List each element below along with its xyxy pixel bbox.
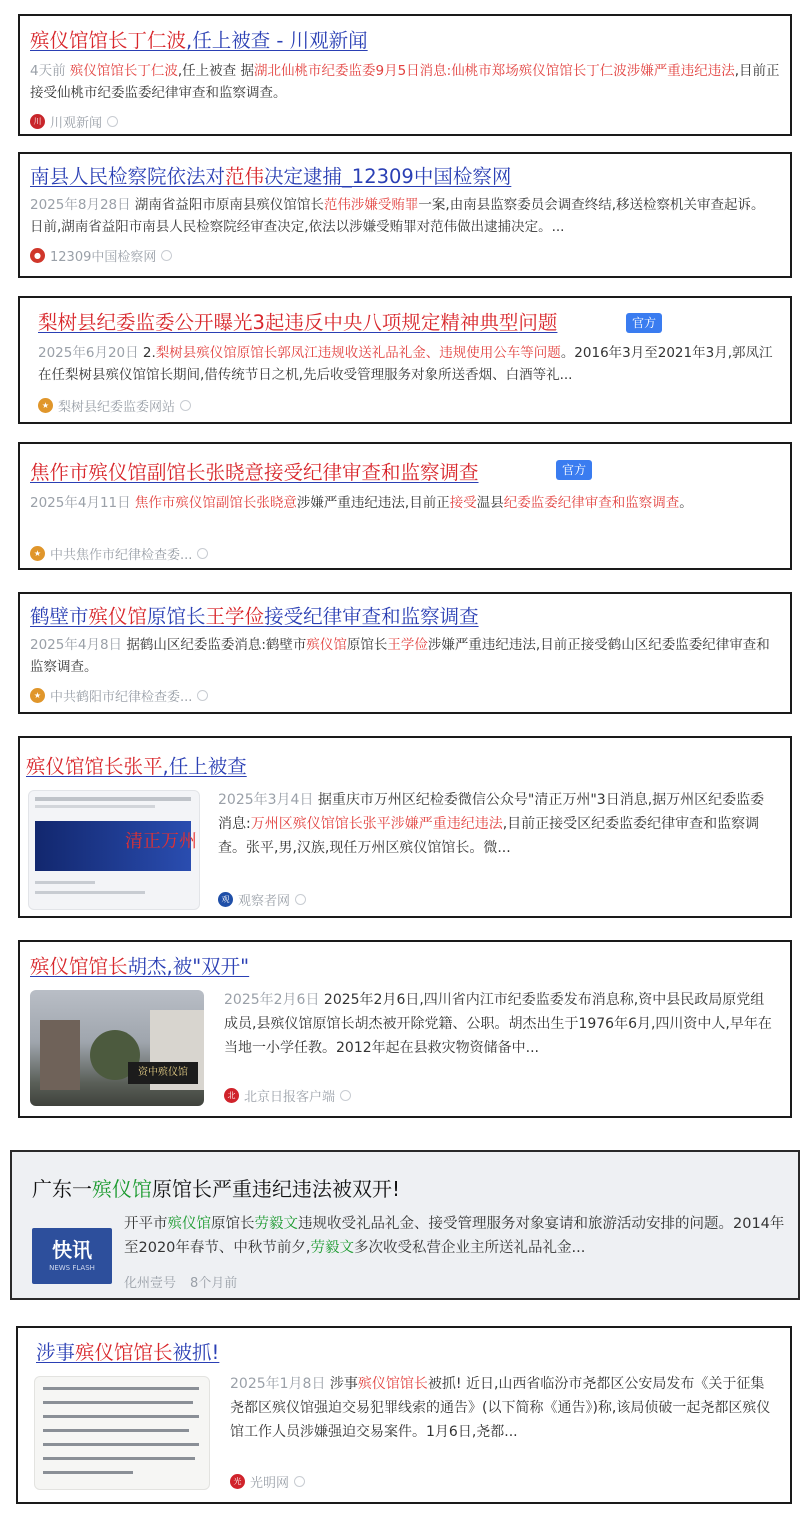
more-icon[interactable]	[197, 548, 208, 559]
official-badge: 官方	[556, 460, 592, 480]
result-source-4[interactable]: ★ 中共焦作市纪律检查委...	[30, 544, 208, 563]
result-snippet-3: 2025年6月20日 2.梨树县殡仪馆原馆长郭凤江违规收送礼品礼金、违规使用公车等问题。2016年3月至2021年3月,郭凤江在任梨树县殡仪馆馆长期间,借传统节日之机,先后收受管理服务对象所送香烟、白酒等礼...	[38, 345, 773, 383]
more-icon[interactable]	[294, 1476, 305, 1487]
result-snippet-4: 2025年4月11日 焦作市殡仪馆副馆长张晓意涉嫌严重违纪违法,目前正接受温县纪委监委纪律审查和监察调查。	[30, 495, 693, 511]
result-card-6[interactable]	[18, 736, 792, 918]
more-icon[interactable]	[107, 116, 118, 127]
result-title-6[interactable]: 殡仪馆馆长张平,任上被查	[26, 755, 247, 778]
more-icon[interactable]	[180, 400, 191, 411]
chuanguan-logo-icon: 川	[30, 114, 45, 129]
result-title-1[interactable]	[30, 28, 368, 54]
result-snippet-9: 2025年1月8日 涉事殡仪馆馆长被抓! 近日,山西省临汾市尧都区公安局发布《关于征集尧都区殡仪馆强迫交易犯罪线索的通告》(以下简称《通告》)称,该局侦破一起尧都区殡仪馆工作人员涉嫌强迫交易案件。1月6日,尧都...	[230, 1376, 771, 1440]
result-card-2[interactable]	[18, 152, 792, 278]
result-source-5[interactable]: ★ 中共鹤阳市纪律检查委...	[30, 686, 208, 705]
result-card-8[interactable]	[10, 1150, 800, 1300]
beijing-daily-logo-icon: 北	[224, 1088, 239, 1103]
result-title-2[interactable]: 南县人民检察院依法对范伟决定逮捕_12309中国检察网	[30, 165, 512, 188]
result-card-3[interactable]	[18, 296, 792, 424]
title-highlight: 殡仪馆馆长丁仁波	[30, 29, 187, 52]
news-flash-label: 快讯	[52, 1238, 92, 1262]
result-source-7[interactable]: 北 北京日报客户端	[224, 1086, 351, 1105]
result-source-1[interactable]: 川 川观新闻	[30, 112, 118, 131]
result-snippet-1: 4天前 殡仪馆馆长丁仁波,任上被查 据湖北仙桃市纪委监委9月5日消息:仙桃市郑场殡仪馆馆长丁仁波涉嫌严重违纪违法,目前正接受仙桃市纪委监委纪律审查和监察调查。	[30, 63, 780, 101]
more-icon[interactable]	[197, 690, 208, 701]
result-snippet-7: 2025年2月6日 2025年2月6日,四川省内江市纪委监委发布消息称,资中县民政局原党组成员,县殡仪馆原馆长胡杰被开除党籍、公职。胡杰出生于1976年6月,四川资中人,早年在当地一小学任教。2012年起在县救灾物资储备中...	[224, 992, 772, 1056]
result-card-9[interactable]	[16, 1326, 792, 1504]
result-title-5[interactable]: 鹤壁市殡仪馆原馆长王学俭接受纪律审查和监察调查	[30, 605, 479, 628]
title-text: ,任上被查 - 川观新闻	[186, 29, 368, 52]
result-date: 4天前	[30, 63, 66, 79]
official-badge: 官方	[626, 313, 662, 333]
party-emblem-icon: ★	[30, 546, 45, 561]
result-thumbnail-7[interactable]	[30, 990, 204, 1106]
thumb-caption: 清正万州	[125, 831, 197, 852]
result-snippet-5: 2025年4月8日 据鹤山区纪委监委消息:鹤壁市殡仪馆原馆长王学俭涉嫌严重违纪违法,目前正接受鹤山区纪委监委纪律审查和监察调查。	[30, 637, 770, 675]
procuratorate-emblem-icon: ●	[30, 248, 45, 263]
result-card-4[interactable]	[18, 442, 792, 570]
news-flash-sub: NEWS FLASH	[49, 1264, 95, 1272]
result-title-9[interactable]: 涉事殡仪馆馆长被抓!	[36, 1341, 220, 1364]
notice-thumbnail[interactable]	[34, 1376, 210, 1490]
result-title-7[interactable]: 殡仪馆馆长胡杰,被"双开"	[30, 955, 250, 978]
party-emblem-icon: ★	[30, 688, 45, 703]
gate-sign: 资中殡仪馆	[128, 1062, 198, 1084]
result-source-6[interactable]: 观 观察者网	[218, 890, 306, 909]
result-snippet-6: 2025年3月4日 据重庆市万州区纪检委微信公众号"清正万州"3日消息,据万州区纪委监委消息:万州区殡仪馆馆长张平涉嫌严重违纪违法,目前正接受区纪委监委纪律审查和监察调查。张平,男,汉族,现任万州区殡仪馆馆长。微...	[218, 792, 765, 856]
result-card-5[interactable]	[18, 592, 792, 714]
result-source-9[interactable]: 光 光明网	[230, 1472, 305, 1491]
result-title-3[interactable]: 梨树县纪委监委公开曝光3起违反中央八项规定精神典型问题	[38, 311, 558, 334]
guangming-logo-icon: 光	[230, 1474, 245, 1489]
result-source-8[interactable]: 化州壹号 8个月前	[124, 1272, 237, 1291]
result-card-1[interactable]	[18, 14, 792, 136]
result-snippet-2: 2025年8月28日 湖南省益阳市原南县殡仪馆馆长范伟涉嫌受贿罪一案,由南县监察委员会调查终结,移送检察机关审查起诉。日前,湖南省益阳市南县人民检察院经审查决定,依法以涉嫌受贿罪对范伟做出逮捕决定。...	[30, 197, 765, 235]
result-source-3[interactable]: ★ 梨树县纪委监委网站	[38, 396, 191, 415]
result-source-2[interactable]: ● 12309中国检察网	[30, 246, 172, 265]
more-icon[interactable]	[340, 1090, 351, 1101]
party-emblem-icon: ★	[38, 398, 53, 413]
result-time: 8个月前	[190, 1276, 238, 1291]
result-thumbnail-6[interactable]	[28, 790, 200, 910]
result-snippet-8: 开平市殡仪馆原馆长劳毅文违规收受礼品礼金、接受管理服务对象宴请和旅游活动安排的问题。2014年至2020年春节、中秋节前夕,劳毅文多次收受私营企业主所送礼品礼金...	[124, 1216, 785, 1256]
result-card-7[interactable]	[18, 940, 792, 1118]
result-title-8[interactable]: 广东一殡仪馆原馆长严重违纪违法被双开!	[32, 1177, 401, 1201]
result-title-4[interactable]: 焦作市殡仪馆副馆长张晓意接受纪律审查和监察调查	[30, 461, 479, 484]
more-icon[interactable]	[295, 894, 306, 905]
guancha-logo-icon: 观	[218, 892, 233, 907]
more-icon[interactable]	[161, 250, 172, 261]
news-flash-thumbnail[interactable]	[32, 1228, 112, 1284]
